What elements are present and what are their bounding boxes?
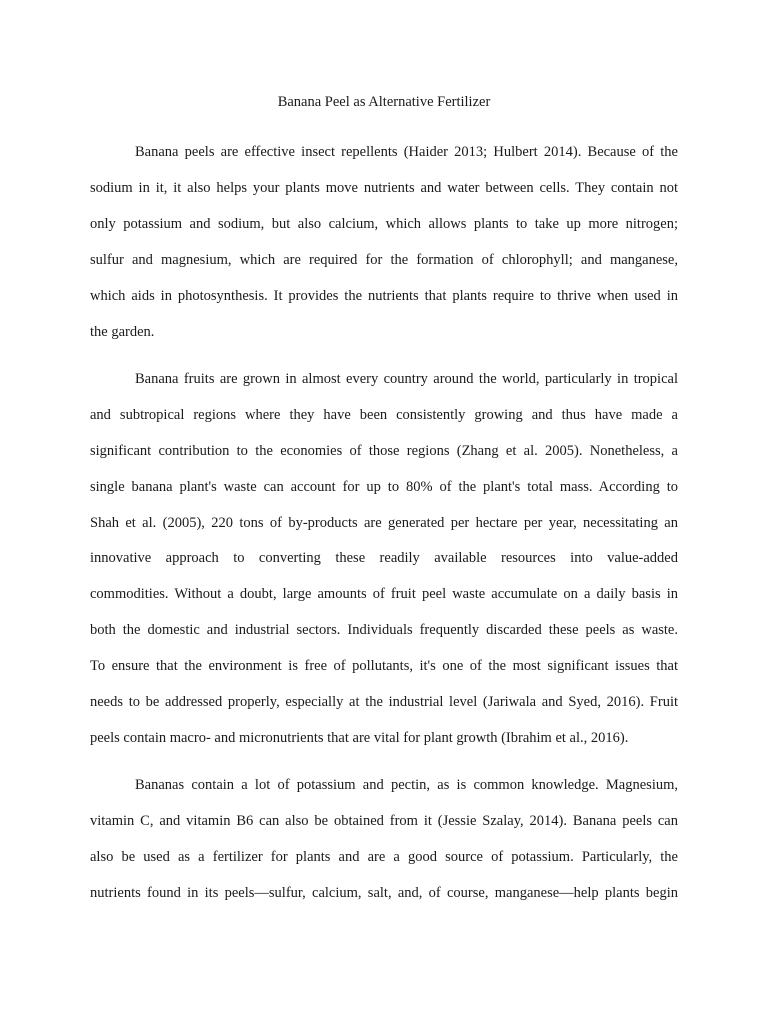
paragraph-2-line-10: needs to be addressed properly, especially at the industrial level (Jariwala and Syed, 2016). Fruit [90, 694, 678, 710]
paragraph-3-line-3: also be used as a fertilizer for plants and are a good source of potassium. Particularly, the [90, 849, 678, 865]
paragraph-2-line-2: and subtropical regions where they have been consistently growing and thus have made a [90, 407, 678, 423]
paragraph-2-line-6: innovative approach to converting these readily available resources into value-added [90, 550, 678, 566]
paragraph-1-line-2: sodium in it, it also helps your plants move nutrients and water between cells. They contain not [90, 180, 678, 196]
paragraph-1-line-5: which aids in photosynthesis. It provides the nutrients that plants require to thrive when used in [90, 288, 678, 304]
paragraph-3-line-4: nutrients found in its peels—sulfur, calcium, salt, and, of course, manganese—help plants begin [90, 885, 678, 901]
paragraph-2-line-11: peels contain macro- and micronutrients that are vital for plant growth (Ibrahim et al., 2016). [90, 730, 629, 746]
paragraph-1-line-3: only potassium and sodium, but also calcium, which allows plants to take up more nitrogen; [90, 216, 678, 232]
paragraph-3-line-2: vitamin C, and vitamin B6 can also be obtained from it (Jessie Szalay, 2014). Banana peels can [90, 813, 678, 829]
paragraph-2-line-9: To ensure that the environment is free of pollutants, it's one of the most significant issues that [90, 658, 678, 674]
paragraph-1-line-4: sulfur and magnesium, which are required for the formation of chlorophyll; and manganese, [90, 252, 678, 268]
paragraph-2-line-3: significant contribution to the economies of those regions (Zhang et al. 2005). Nonetheless, a [90, 443, 678, 459]
paragraph-2-line-7: commodities. Without a doubt, large amounts of fruit peel waste accumulate on a daily basis in [90, 586, 678, 602]
paragraph-2-line-1: Banana fruits are grown in almost every country around the world, particularly in tropical [135, 371, 678, 387]
document-title: Banana Peel as Alternative Fertilizer [277, 94, 491, 110]
paragraph-2-line-5: Shah et al. (2005), 220 tons of by-products are generated per hectare per year, necessitating an [90, 515, 678, 531]
paragraph-2-line-8: both the domestic and industrial sectors. Individuals frequently discarded these peels as waste. [90, 622, 678, 638]
paragraph-1-line-1: Banana peels are effective insect repellents (Haider 2013; Hulbert 2014). Because of the [135, 144, 678, 160]
paragraph-2-line-4: single banana plant's waste can account for up to 80% of the plant's total mass. According to [90, 479, 678, 495]
paragraph-1-line-6: the garden. [90, 324, 155, 340]
paragraph-3-line-1: Bananas contain a lot of potassium and pectin, as is common knowledge. Magnesium, [135, 777, 678, 793]
